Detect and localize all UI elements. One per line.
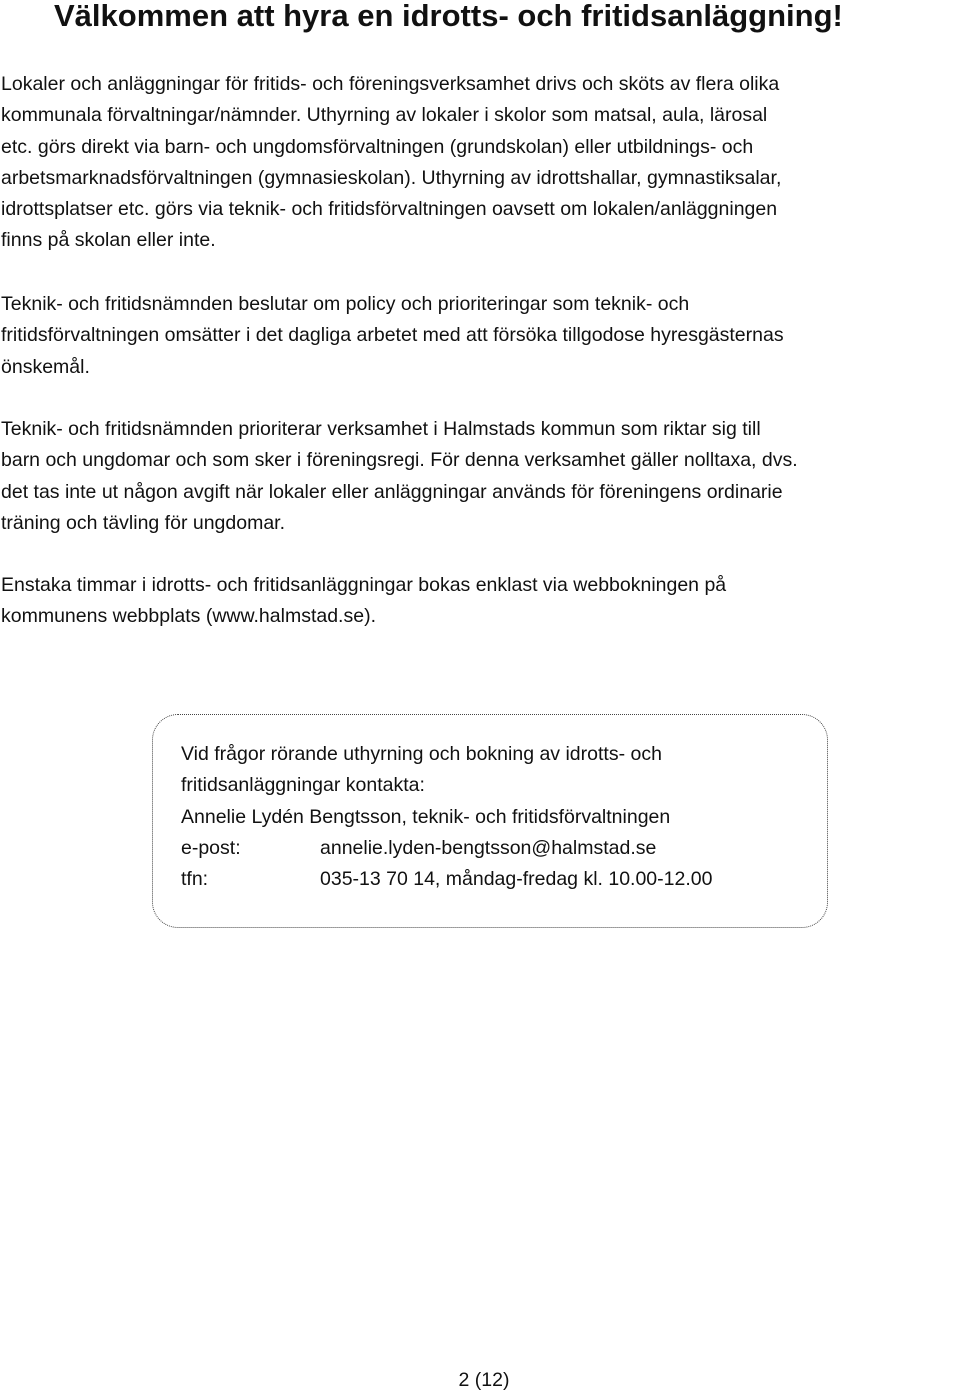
contact-intro-line: Vid frågor rörande uthyrning och bokning av idrotts- och — [181, 743, 662, 765]
booking-paragraph — [1, 570, 960, 633]
email-row — [181, 833, 712, 864]
phone-number: 035-13 70 14, måndag-fredag kl. 10.00-12.00 — [320, 868, 713, 891]
email-label: e-post: — [181, 836, 241, 859]
text-line: Teknik- och fritidsnämnden prioriterar verksamhet i Halmstads kommun som riktar sig till — [1, 418, 761, 440]
priority-paragraph — [1, 414, 960, 539]
text-line: önskemål. — [1, 355, 90, 378]
text-line: Lokaler och anläggningar för fritids- och föreningsverksamhet drivs och sköts av flera olika — [1, 73, 780, 95]
page-title: Välkommen att hyra en idrotts- och fritidsanläggning! — [54, 0, 843, 33]
intro-paragraph — [1, 69, 960, 257]
text-line: kommunens webbplats (www.halmstad.se). — [1, 605, 376, 628]
text-line: finns på skolan eller inte. — [1, 229, 216, 252]
page-number: 2 (12) — [458, 1369, 510, 1391]
text-line: träning och tävling för ungdomar. — [1, 511, 286, 534]
text-line: idrottsplatser etc. görs via teknik- och fritidsförvaltningen oavsett om lokalen/anläggningen — [1, 198, 778, 221]
text-line: det tas inte ut någon avgift när lokaler eller anläggningar används för föreningens ordinarie — [1, 480, 783, 503]
contact-intro-line: fritidsanläggningar kontakta: — [181, 774, 425, 797]
text-line: kommunala förvaltningar/nämnder. Uthyrning av lokaler i skolor som matsal, aula, lärosal — [1, 104, 768, 127]
text-line: arbetsmarknadsförvaltningen (gymnasieskolan). Uthyrning av idrottshallar, gymnastiksalar, — [1, 166, 782, 189]
text-line: Teknik- och fritidsnämnden beslutar om policy och prioriteringar som teknik- och — [1, 293, 690, 315]
text-line: fritidsförvaltningen omsätter i det dagliga arbetet med att försöka tillgodose hyresgästernas — [1, 324, 784, 347]
email-address: annelie.lyden-bengtsson@halmstad.se — [320, 836, 657, 859]
policy-paragraph — [1, 289, 960, 383]
text-line: Enstaka timmar i idrotts- och fritidsanläggningar bokas enklast via webbokningen på — [1, 574, 727, 596]
contact-details — [181, 739, 712, 895]
contact-name: Annelie Lydén Bengtsson, teknik- och fritidsförvaltningen — [181, 805, 671, 828]
phone-row — [181, 864, 712, 895]
text-line: etc. görs direkt via barn- och ungdomsförvaltningen (grundskolan) eller utbildnings- och — [1, 135, 754, 158]
text-line: barn och ungdomar och som sker i föreningsregi. För denna verksamhet gäller nolltaxa, dvs. — [1, 449, 798, 472]
contact-box — [152, 714, 828, 928]
phone-label: tfn: — [181, 868, 209, 891]
